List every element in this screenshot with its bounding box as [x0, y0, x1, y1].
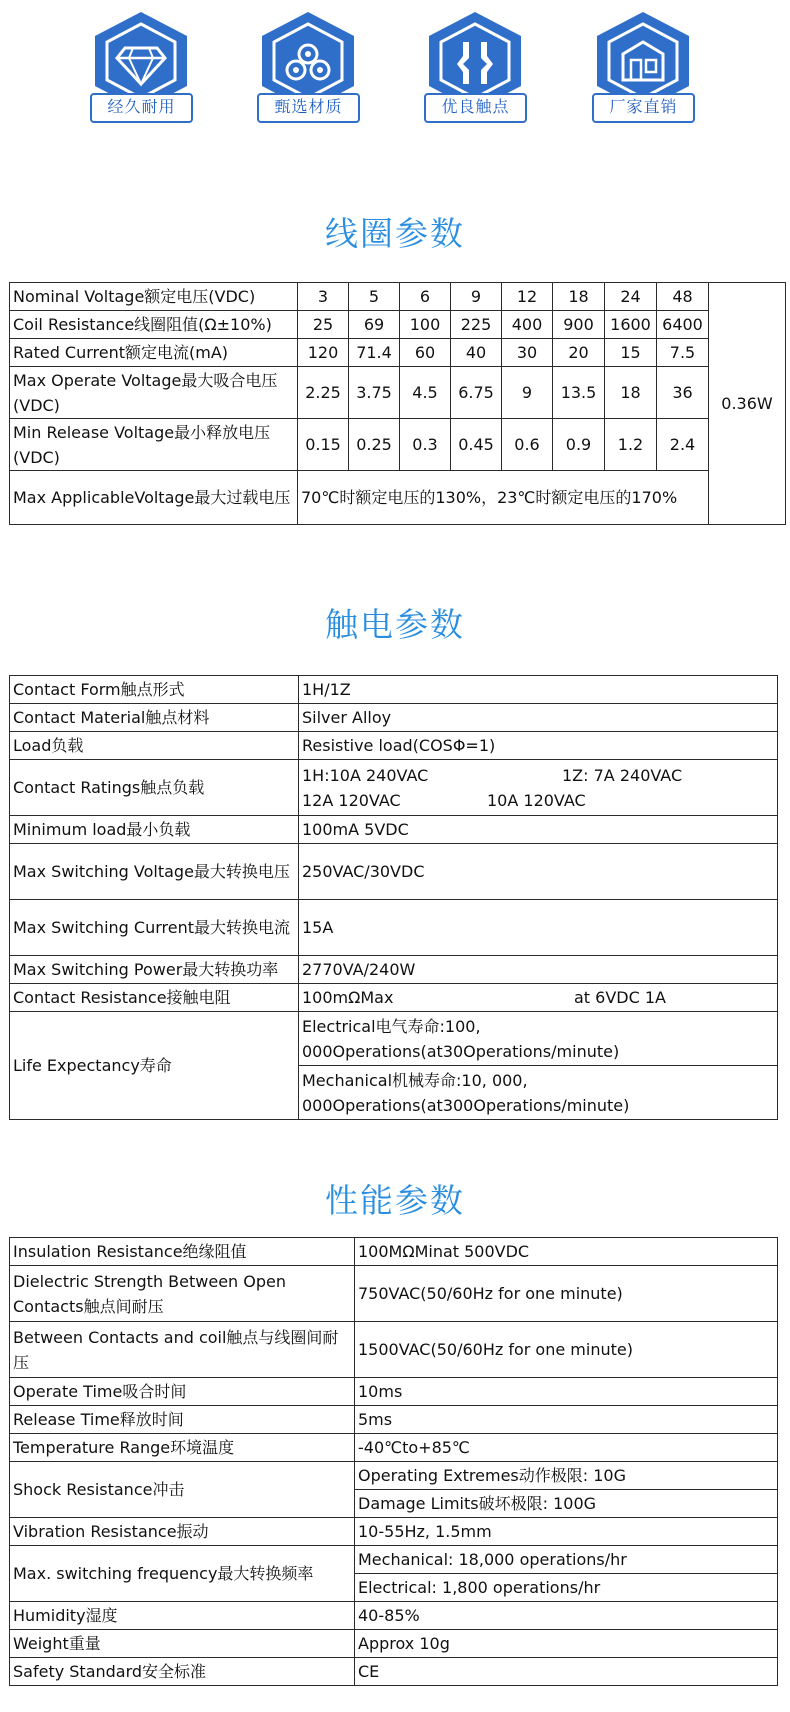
row-label: Minimum load最小负载: [10, 816, 299, 844]
rating-value: 10A 120VAC: [487, 790, 586, 810]
resistance-condition: at 6VDC 1A: [574, 988, 666, 1007]
cell: Approx 10g: [355, 1630, 778, 1658]
table-row: [10, 1012, 778, 1066]
cell: 100: [400, 311, 451, 339]
cell: 900: [553, 311, 605, 339]
cell: 2.25: [298, 367, 349, 419]
cell: 6: [400, 283, 451, 311]
table-row: [10, 419, 786, 471]
table-row: [10, 900, 778, 956]
cell: 10ms: [355, 1378, 778, 1406]
row-label: Nominal Voltage额定电压(VDC): [10, 283, 298, 311]
performance-section-title: 性能参数: [325, 1181, 465, 1220]
cell: [299, 760, 778, 816]
table-row: [10, 1462, 778, 1490]
resistance-value: 100mΩMax: [302, 988, 394, 1007]
cell: 1H/1Z: [299, 676, 778, 704]
cell: 1600: [605, 311, 657, 339]
cell: 70℃时额定电压的130%，23℃时额定电压的170%: [298, 471, 709, 525]
table-row: [10, 984, 778, 1012]
row-label: Max Operate Voltage最大吸合电压(VDC): [10, 367, 298, 419]
cell: 0.25: [349, 419, 400, 471]
row-label: Dielectric Strength Between Open Contacts触点间耐压: [10, 1266, 355, 1322]
row-label: Life Expectancy寿命: [10, 1012, 299, 1120]
cell: Mechanical: 18,000 operations/hr: [355, 1546, 778, 1574]
cell: 120: [298, 339, 349, 367]
performance-table: [9, 1237, 778, 1686]
cell: Operating Extremes动作极限: 10G: [355, 1462, 778, 1490]
cell: -40℃to+85℃: [355, 1434, 778, 1462]
cell: 18: [553, 283, 605, 311]
table-row: [10, 1434, 778, 1462]
feature-durable: [89, 10, 194, 125]
cell: 750VAC(50/60Hz for one minute): [355, 1266, 778, 1322]
row-label: Contact Resistance接触电阻: [10, 984, 299, 1012]
cell: 20: [553, 339, 605, 367]
table-row: [10, 760, 778, 816]
table-row: [10, 283, 786, 311]
feature-contacts: [423, 10, 528, 125]
table-row: [10, 1266, 778, 1322]
cell: Electrical电气寿命:100, 000Operations(at30Operations/minute): [299, 1012, 778, 1066]
cell: 1500VAC(50/60Hz for one minute): [355, 1322, 778, 1378]
cell: 24: [605, 283, 657, 311]
row-label: Insulation Resistance绝缘阻值: [10, 1238, 355, 1266]
cell: 10-55Hz, 1.5mm: [355, 1518, 778, 1546]
feature-icons: [0, 10, 790, 125]
cell: 0.45: [451, 419, 502, 471]
cell: 25: [298, 311, 349, 339]
cell: 13.5: [553, 367, 605, 419]
row-label: Coil Resistance线圈阻值(Ω±10%): [10, 311, 298, 339]
cell: 225: [451, 311, 502, 339]
cell: 5ms: [355, 1406, 778, 1434]
row-label: Min Release Voltage最小释放电压(VDC): [10, 419, 298, 471]
cell: 18: [605, 367, 657, 419]
table-row: [10, 676, 778, 704]
table-row: [10, 1602, 778, 1630]
row-label: Operate Time吸合时间: [10, 1378, 355, 1406]
row-label: Shock Resistance冲击: [10, 1462, 355, 1518]
cell: Resistive load(COSΦ=1): [299, 732, 778, 760]
row-label: Release Time释放时间: [10, 1406, 355, 1434]
table-row: [10, 1238, 778, 1266]
row-label: Between Contacts and coil触点与线圈间耐压: [10, 1322, 355, 1378]
feature-label: 经久耐用: [107, 97, 176, 116]
cell: Electrical: 1,800 operations/hr: [355, 1574, 778, 1602]
cell: Silver Alloy: [299, 704, 778, 732]
cell: Mechanical机械寿命:10, 000, 000Operations(at300Operations/minute): [299, 1066, 778, 1120]
table-row: [10, 956, 778, 984]
cell: 7.5: [657, 339, 709, 367]
row-label: Rated Current额定电流(mA): [10, 339, 298, 367]
cell: 0.9: [553, 419, 605, 471]
table-row: [10, 704, 778, 732]
cell: Damage Limits破坏极限: 100G: [355, 1490, 778, 1518]
cell: 30: [502, 339, 553, 367]
row-label: Max Switching Voltage最大转换电压: [10, 844, 299, 900]
cell: 36: [657, 367, 709, 419]
cell: 48: [657, 283, 709, 311]
contact-section-title: 触电参数: [325, 605, 465, 644]
feature-label: 厂家直销: [609, 97, 678, 116]
contact-table: [9, 675, 778, 1120]
table-row: [10, 816, 778, 844]
row-label: Safety Standard安全标准: [10, 1658, 355, 1686]
coil-table: [9, 282, 786, 525]
table-row: [10, 1518, 778, 1546]
rating-value: 12A 120VAC: [302, 790, 401, 810]
row-label: Max Switching Power最大转换功率: [10, 956, 299, 984]
cell: 250VAC/30VDC: [299, 844, 778, 900]
cell: 3: [298, 283, 349, 311]
cell: 40-85%: [355, 1602, 778, 1630]
rating-value: 1Z: 7A 240VAC: [562, 765, 683, 785]
table-row: [10, 732, 778, 760]
cell: 6400: [657, 311, 709, 339]
row-label: Contact Material触点材料: [10, 704, 299, 732]
table-row: [10, 367, 786, 419]
row-label: Weight重量: [10, 1630, 355, 1658]
table-row: [10, 311, 786, 339]
cell: 0.3: [400, 419, 451, 471]
coil-section-title: 线圈参数: [325, 214, 465, 253]
cell: 2770VA/240W: [299, 956, 778, 984]
cell: 40: [451, 339, 502, 367]
row-label: Temperature Range环境温度: [10, 1434, 355, 1462]
coil-power: 0.36W: [709, 283, 786, 525]
cell: 5: [349, 283, 400, 311]
rating-value: 1H:10A 240VAC: [302, 765, 429, 785]
cell: 9: [502, 367, 553, 419]
table-row: [10, 1658, 778, 1686]
cell: 3.75: [349, 367, 400, 419]
feature-materials: [256, 10, 361, 125]
row-label: Vibration Resistance振动: [10, 1518, 355, 1546]
cell: 71.4: [349, 339, 400, 367]
row-label: Max ApplicableVoltage最大过载电压: [10, 471, 298, 525]
cell: 2.4: [657, 419, 709, 471]
cell: 60: [400, 339, 451, 367]
table-row: [10, 1546, 778, 1574]
cell: 0.6: [502, 419, 553, 471]
row-label: Load负载: [10, 732, 299, 760]
table-row: [10, 471, 786, 525]
feature-label: 优良触点: [441, 97, 510, 116]
row-label: Max Switching Current最大转换电流: [10, 900, 299, 956]
row-label: Contact Ratings触点负载: [10, 760, 299, 816]
cell: 9: [451, 283, 502, 311]
table-row: [10, 1378, 778, 1406]
row-label: Max. switching frequency最大转换频率: [10, 1546, 355, 1602]
cell: CE: [355, 1658, 778, 1686]
cell: 15: [605, 339, 657, 367]
cell: 6.75: [451, 367, 502, 419]
cell: 400: [502, 311, 553, 339]
cell: 4.5: [400, 367, 451, 419]
table-row: [10, 1406, 778, 1434]
table-row: [10, 1630, 778, 1658]
table-row: [10, 339, 786, 367]
cell: 69: [349, 311, 400, 339]
row-label: Contact Form触点形式: [10, 676, 299, 704]
cell: 15A: [299, 900, 778, 956]
row-label: Humidity湿度: [10, 1602, 355, 1630]
cell: 100mA 5VDC: [299, 816, 778, 844]
cell: 100MΩMinat 500VDC: [355, 1238, 778, 1266]
table-row: [10, 844, 778, 900]
cell: [299, 984, 778, 1012]
cell: 12: [502, 283, 553, 311]
feature-label: 甄选材质: [274, 97, 343, 116]
rating-line: [302, 763, 774, 788]
feature-factory: [591, 10, 696, 125]
table-row: [10, 1322, 778, 1378]
cell: 1.2: [605, 419, 657, 471]
rating-line: [302, 788, 774, 813]
cell: 0.15: [298, 419, 349, 471]
